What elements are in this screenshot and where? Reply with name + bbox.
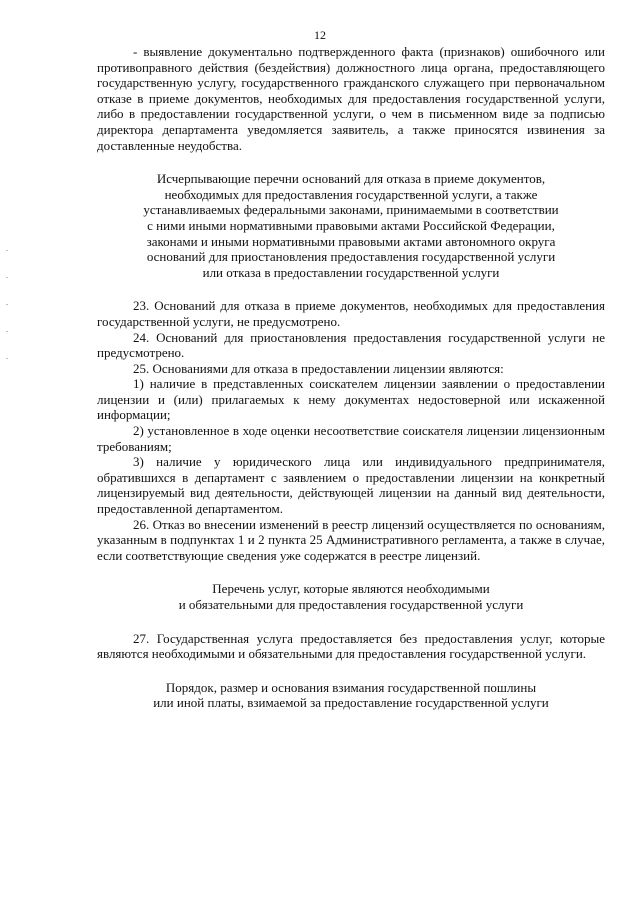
section-heading-state-fee: [97, 680, 605, 711]
heading-line: с ними иными нормативными правовыми актами Российской Федерации,: [147, 217, 555, 233]
heading-line: Исчерпывающие перечни оснований для отказа в приеме документов,: [156, 171, 546, 187]
paragraph-25-item-3: 3) наличие у юридического лица или индивидуального предпринимателя, обратившихся в департамент с заявлением о предоставлении лицензии на конкретный лицензируемый вид деятельности, действующей лицензии на данный вид деятельности, предоставленной департаментом.: [97, 454, 605, 517]
heading-line: устанавливаемых федеральными законами, принимаемыми в соответствии: [143, 202, 559, 218]
heading-line: и обязательными для предоставления государственной услуги: [178, 597, 524, 612]
paragraph-25-item-1: 1) наличие в представленных соискателем лицензии заявлении о предоставлении лицензии и (или) прилагаемых к нему документах недостоверной или искаженной информации;: [97, 376, 605, 423]
section-heading-required-services: [97, 581, 605, 612]
heading-line: или отказа в предоставлении государственной услуги: [202, 264, 500, 280]
scan-margin-marks: [6, 250, 10, 390]
paragraph-25-item-2: 2) установленное в ходе оценки несоответствие соискателя лицензии лицензионным требованиям;: [97, 423, 605, 454]
heading-line: оснований для приостановления предоставления государственной услуги: [146, 249, 556, 265]
paragraph-intro: - выявление документально подтвержденного факта (признаков) ошибочного или противоправного действия (бездействия) должностного лица органа, предоставляющего государственную услугу, государственного гражданского служащего при первоначальном отказе в приеме документов, необходимых для предоставления государственной услуги, либо в предоставлении государственной услуги, о чем в письменном виде за подписью директора департамента уведомляется заявитель, а также приносятся извинения за доставленные неудобства.: [97, 44, 605, 153]
heading-line: Порядок, размер и основания взимания государственной пошлины: [165, 679, 537, 695]
paragraph-27: 27. Государственная услуга предоставляется без предоставления услуг, которые являются необходимыми и обязательными для предоставления государственной услуги.: [97, 630, 605, 662]
heading-line: законами и иными нормативными правовыми актами автономного округа: [146, 233, 556, 249]
page-number: 12: [314, 28, 326, 42]
paragraph-24: 24. Оснований для приостановления предоставления государственной услуги не предусмотрено.: [97, 329, 605, 361]
heading-line: Перечень услуг, которые являются необходимыми: [212, 581, 490, 597]
paragraph-25: 25. Основаниями для отказа в предоставлении лицензии являются:: [133, 360, 504, 376]
paragraph-26: 26. Отказ во внесении изменений в реестр лицензий осуществляется по основаниям, указанным в подпунктах 1 и 2 пункта 25 Административного регламента, а также в случае, если соответствующие сведения уже содержатся в реестре лицензий.: [97, 516, 605, 563]
section-heading-refusal-grounds: [97, 171, 605, 280]
heading-line: или иной платы, взимаемой за предоставление государственной услуги: [153, 695, 549, 711]
document-body: [97, 44, 605, 711]
heading-line: необходимых для предоставления государственной услуги, а также: [164, 186, 538, 202]
paragraph-23: 23. Оснований для отказа в приеме документов, необходимых для предоставления государственной услуги, не предусмотрено.: [97, 298, 605, 329]
